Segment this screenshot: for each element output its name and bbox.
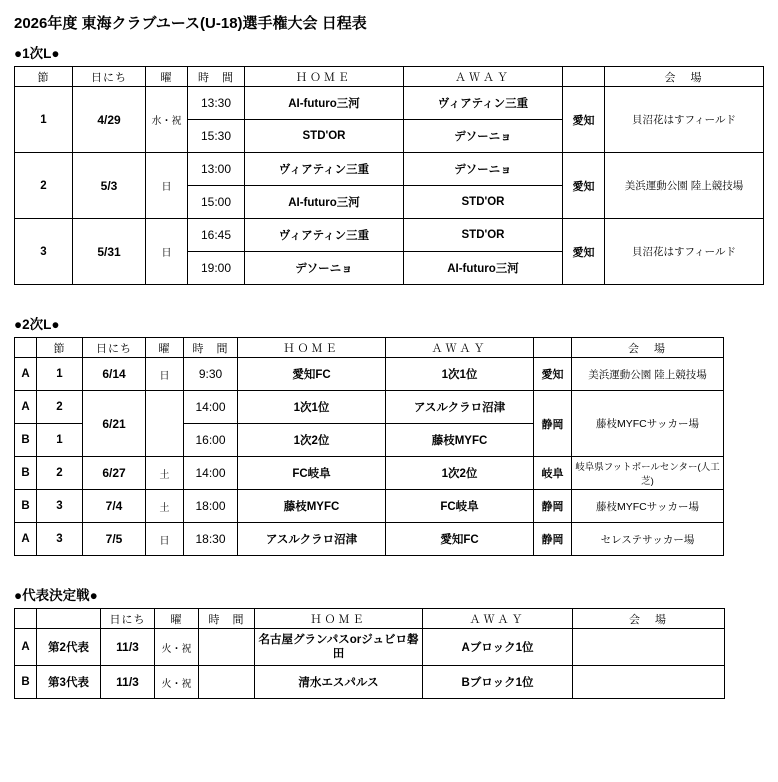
round-cell: 1 xyxy=(37,358,83,391)
col-date: 日にち xyxy=(83,338,146,358)
venue-cell: 美浜運動公園 陸上競技場 xyxy=(605,153,764,219)
date-cell: 11/3 xyxy=(101,629,155,666)
prefecture-cell: 岐阜 xyxy=(534,457,572,490)
round-cell: 3 xyxy=(37,523,83,556)
venue-cell xyxy=(573,666,725,699)
col-group xyxy=(15,338,37,358)
representative-label-cell: 第3代表 xyxy=(37,666,101,699)
prefecture-cell: 静岡 xyxy=(534,490,572,523)
date-cell: 6/27 xyxy=(83,457,146,490)
col-time: 時 間 xyxy=(184,338,238,358)
col-time: 時 間 xyxy=(199,609,255,629)
group-cell: A xyxy=(15,391,37,424)
home-team-cell: ヴィアティン三重 xyxy=(245,153,404,186)
col-dow: 曜 xyxy=(146,338,184,358)
section-heading-first-league: ●1次L● xyxy=(14,46,60,61)
group-cell: A xyxy=(15,523,37,556)
prefecture-cell: 愛知 xyxy=(534,358,572,391)
group-cell: A xyxy=(15,629,37,666)
dow-cell: 水・祝 xyxy=(146,87,188,153)
dow-cell: 土 xyxy=(146,457,184,490)
col-round: 節 xyxy=(37,338,83,358)
time-cell: 14:00 xyxy=(184,457,238,490)
date-cell: 6/14 xyxy=(83,358,146,391)
dow-cell: 火・祝 xyxy=(155,629,199,666)
group-cell: B xyxy=(15,666,37,699)
home-team-cell: 1次1位 xyxy=(238,391,386,424)
away-team-cell: デソーニョ xyxy=(404,153,563,186)
away-team-cell: 1次1位 xyxy=(386,358,534,391)
time-cell: 16:00 xyxy=(184,424,238,457)
date-cell: 4/29 xyxy=(73,87,146,153)
prefecture-cell: 愛知 xyxy=(563,219,605,285)
table-header-row xyxy=(15,67,764,87)
home-team-cell: STD'OR xyxy=(245,120,404,153)
dow-cell: 火・祝 xyxy=(155,666,199,699)
away-team-cell: ヴィアティン三重 xyxy=(404,87,563,120)
date-cell: 6/21 xyxy=(83,391,146,457)
table-row xyxy=(15,219,764,252)
representative-label-cell: 第2代表 xyxy=(37,629,101,666)
table-row xyxy=(15,87,764,120)
round-cell: 3 xyxy=(37,490,83,523)
venue-cell: 美浜運動公園 陸上競技場 xyxy=(572,358,724,391)
home-team-cell: デソーニョ xyxy=(245,252,404,285)
dow-cell xyxy=(146,391,184,457)
venue-cell: 藤枝MYFCサッカー場 xyxy=(572,490,724,523)
page-title: 2026年度 東海クラブユース(U-18)選手権大会 日程表 xyxy=(14,15,367,32)
venue-cell: 岐阜県フットボールセンター(人工芝) xyxy=(572,457,724,490)
dow-cell: 日 xyxy=(146,523,184,556)
first-league-table xyxy=(14,66,764,285)
dow-cell: 土 xyxy=(146,490,184,523)
col-date: 日にち xyxy=(101,609,155,629)
home-team-cell: 1次2位 xyxy=(238,424,386,457)
table-row xyxy=(15,391,724,424)
away-team-cell: 藤枝MYFC xyxy=(386,424,534,457)
round-cell: 1 xyxy=(37,424,83,457)
away-team-cell: 1次2位 xyxy=(386,457,534,490)
home-team-cell: 藤枝MYFC xyxy=(238,490,386,523)
col-dow: 曜 xyxy=(146,67,188,87)
col-time: 時 間 xyxy=(188,67,245,87)
col-venue: 会 場 xyxy=(573,609,725,629)
col-label xyxy=(37,609,101,629)
round-cell: 2 xyxy=(15,153,73,219)
away-team-cell: 愛知FC xyxy=(386,523,534,556)
time-cell: 15:30 xyxy=(188,120,245,153)
home-team-cell: 名古屋グランパスorジュビロ磐田 xyxy=(255,629,423,666)
home-team-cell: 清水エスパルス xyxy=(255,666,423,699)
section-heading-second-league: ●2次L● xyxy=(14,317,60,332)
away-team-cell: STD'OR xyxy=(404,219,563,252)
table-header-row xyxy=(15,609,725,629)
table-row xyxy=(15,153,764,186)
time-cell: 13:00 xyxy=(188,153,245,186)
prefecture-cell: 愛知 xyxy=(563,153,605,219)
group-cell: A xyxy=(15,358,37,391)
col-home: ＨＯＭＥ xyxy=(238,338,386,358)
time-cell: 13:30 xyxy=(188,87,245,120)
table-header-row xyxy=(15,338,724,358)
group-cell: B xyxy=(15,490,37,523)
col-pref xyxy=(563,67,605,87)
dow-cell: 日 xyxy=(146,358,184,391)
round-cell: 3 xyxy=(15,219,73,285)
venue-cell xyxy=(573,629,725,666)
representative-playoff-table xyxy=(14,608,725,699)
venue-cell: 貝沼花はすフィールド xyxy=(605,219,764,285)
home-team-cell: FC岐阜 xyxy=(238,457,386,490)
second-league-table xyxy=(14,337,724,556)
table-row xyxy=(15,490,724,523)
col-venue: 会 場 xyxy=(605,67,764,87)
round-cell: 2 xyxy=(37,391,83,424)
col-round: 節 xyxy=(15,67,73,87)
col-pref xyxy=(534,338,572,358)
venue-cell: セレステサッカー場 xyxy=(572,523,724,556)
away-team-cell: デソーニョ xyxy=(404,120,563,153)
time-cell xyxy=(199,629,255,666)
group-cell: B xyxy=(15,457,37,490)
away-team-cell: FC岐阜 xyxy=(386,490,534,523)
table-row xyxy=(15,358,724,391)
prefecture-cell: 静岡 xyxy=(534,523,572,556)
time-cell xyxy=(199,666,255,699)
date-cell: 11/3 xyxy=(101,666,155,699)
date-cell: 5/3 xyxy=(73,153,146,219)
col-home: ＨＯＭＥ xyxy=(255,609,423,629)
time-cell: 18:30 xyxy=(184,523,238,556)
home-team-cell: アスルクラロ沼津 xyxy=(238,523,386,556)
home-team-cell: AI-futuro三河 xyxy=(245,87,404,120)
away-team-cell: AI-futuro三河 xyxy=(404,252,563,285)
date-cell: 7/5 xyxy=(83,523,146,556)
col-venue: 会 場 xyxy=(572,338,724,358)
table-row xyxy=(15,523,724,556)
home-team-cell: ヴィアティン三重 xyxy=(245,219,404,252)
time-cell: 16:45 xyxy=(188,219,245,252)
away-team-cell: Bブロック1位 xyxy=(423,666,573,699)
venue-cell: 貝沼花はすフィールド xyxy=(605,87,764,153)
group-cell: B xyxy=(15,424,37,457)
venue-cell: 藤枝MYFCサッカー場 xyxy=(572,391,724,457)
away-team-cell: STD'OR xyxy=(404,186,563,219)
table-row xyxy=(15,666,725,699)
dow-cell: 日 xyxy=(146,153,188,219)
home-team-cell: 愛知FC xyxy=(238,358,386,391)
round-cell: 2 xyxy=(37,457,83,490)
col-away: ＡＷＡＹ xyxy=(423,609,573,629)
col-home: ＨＯＭＥ xyxy=(245,67,404,87)
date-cell: 7/4 xyxy=(83,490,146,523)
time-cell: 19:00 xyxy=(188,252,245,285)
table-row xyxy=(15,629,725,666)
dow-cell: 日 xyxy=(146,219,188,285)
section-heading-representative-playoff: ●代表決定戦● xyxy=(14,588,98,603)
prefecture-cell: 愛知 xyxy=(563,87,605,153)
away-team-cell: アスルクラロ沼津 xyxy=(386,391,534,424)
time-cell: 9:30 xyxy=(184,358,238,391)
round-cell: 1 xyxy=(15,87,73,153)
date-cell: 5/31 xyxy=(73,219,146,285)
table-row xyxy=(15,457,724,490)
time-cell: 18:00 xyxy=(184,490,238,523)
schedule-page xyxy=(0,12,778,782)
col-dow: 曜 xyxy=(155,609,199,629)
time-cell: 15:00 xyxy=(188,186,245,219)
col-away: ＡＷＡＹ xyxy=(404,67,563,87)
time-cell: 14:00 xyxy=(184,391,238,424)
away-team-cell: Aブロック1位 xyxy=(423,629,573,666)
col-date: 日にち xyxy=(73,67,146,87)
col-group xyxy=(15,609,37,629)
col-away: ＡＷＡＹ xyxy=(386,338,534,358)
prefecture-cell: 静岡 xyxy=(534,391,572,457)
home-team-cell: AI-futuro三河 xyxy=(245,186,404,219)
